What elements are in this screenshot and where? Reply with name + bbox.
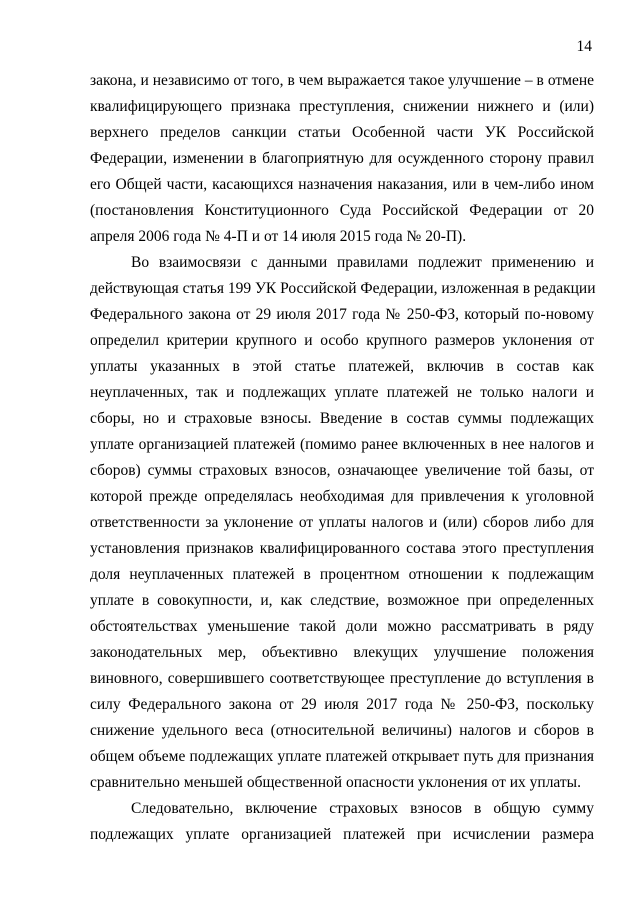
text-line: сборов) суммы страховых взносов, означающее увеличение той базы, от — [90, 462, 594, 479]
text-line: определил критерии крупного и особо крупного размеров уклонения от — [90, 332, 594, 349]
text-line: уплате организацией платежей (помимо ранее включенных в нее налогов и — [90, 436, 594, 453]
text-line: уплате в совокупности, и, как следствие, возможное при определенных — [90, 592, 594, 609]
text-line: Федерального закона от 29 июля 2017 года № 250-ФЗ, который по-новому — [90, 306, 594, 323]
text-line: законодательных мер, объективно влекущих улучшение положения — [90, 644, 594, 661]
text-line: Следовательно, включение страховых взносов в общую сумму — [131, 800, 594, 817]
text-line: его Общей части, касающихся назначения наказания, или в чем-либо ином — [90, 176, 594, 193]
text-line: которой прежде определялась необходимая для привлечения к уголовной — [90, 488, 594, 505]
text-line: доля неуплаченных платежей в процентном отношении к подлежащим — [90, 566, 594, 583]
text-line: верхнего пределов санкции статьи Особенной части УК Российской — [90, 124, 594, 141]
text-line: общем объеме подлежащих уплате платежей открывает путь для признания — [90, 748, 594, 765]
text-line: апреля 2006 года № 4-П и от 14 июля 2015 года № 20-П). — [90, 228, 467, 245]
text-line: силу Федерального закона от 29 июля 2017 года № 250-ФЗ, поскольку — [90, 696, 594, 713]
text-line: (постановления Конституционного Суда Российской Федерации от 20 — [90, 202, 594, 219]
text-line: сравнительно меньшей общественной опасности уклонения от их уплаты. — [90, 774, 581, 791]
text-line: Во взаимосвязи с данными правилами подлежит применению и — [131, 254, 594, 271]
text-line: уплаты указанных в этой статье платежей, включив в состав как — [90, 358, 594, 375]
text-line: виновного, совершившего соответствующее преступление до вступления в — [90, 670, 594, 687]
text-line: сборы, но и страховые взносы. Введение в состав суммы подлежащих — [90, 410, 594, 427]
page-number: 14 — [576, 38, 592, 55]
text-line: закона, и независимо от того, в чем выражается такое улучшение – в отмене — [90, 72, 594, 89]
text-line: квалифицирующего признака преступления, снижении нижнего и (или) — [90, 98, 594, 115]
text-line: ответственности за уклонение от уплаты налогов и (или) сборов либо для — [90, 514, 594, 531]
text-line: действующая статья 199 УК Российской Федерации, изложенная в редакции — [90, 280, 596, 297]
text-line: подлежащих уплате организацией платежей при исчислении размера — [90, 826, 594, 843]
text-line: Федерации, изменении в благоприятную для осужденного сторону правил — [90, 150, 594, 167]
text-line: обстоятельствах уменьшение такой доли можно рассматривать в ряду — [90, 618, 594, 635]
text-line: установления признаков квалифицированного состава этого преступления — [90, 540, 594, 557]
text-line: неуплаченных, так и подлежащих уплате платежей не только налоги и — [90, 384, 594, 401]
text-line: снижение удельного веса (относительной величины) налогов и сборов в — [90, 722, 594, 739]
